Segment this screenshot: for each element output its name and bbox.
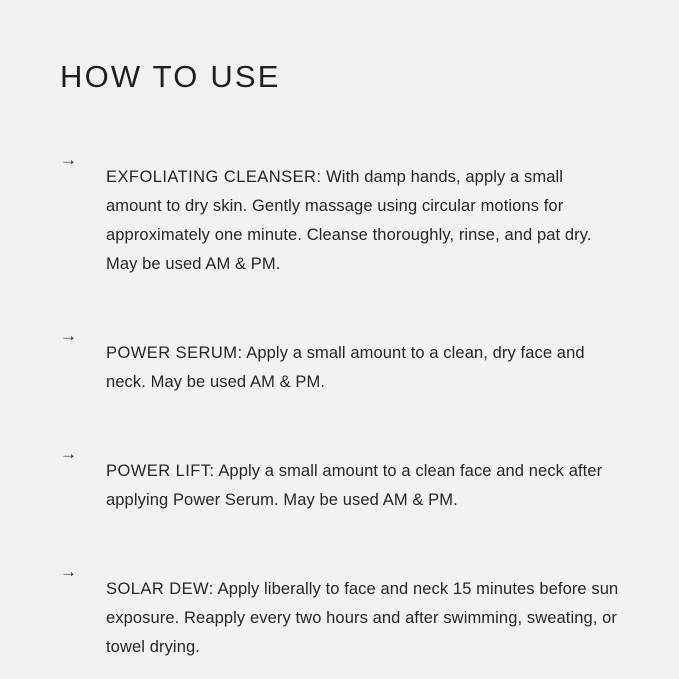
- arrow-right-icon: →: [60, 326, 77, 346]
- arrow-right-icon: →: [60, 562, 77, 582]
- instruction-body: Apply a small amount to a clean, dry face and neck. May be used AM & PM.: [106, 343, 585, 391]
- instruction-lead: EXFOLIATING CLEANSER:: [106, 167, 322, 186]
- arrow-right-icon: →: [60, 444, 77, 464]
- list-item: [60, 558, 621, 678]
- list-item: [60, 146, 621, 295]
- instruction-lead: SOLAR DEW:: [106, 579, 214, 598]
- instruction-text: [106, 457, 621, 515]
- instruction-lead: POWER SERUM:: [106, 343, 243, 362]
- instruction-text: [106, 163, 621, 279]
- instruction-body: With damp hands, apply a small amount to dry skin. Gently massage using circular motions for approximately one minute. Cleanse thoroughly, rinse, and pat dry. May be used AM & PM.: [106, 167, 592, 273]
- instruction-lead: POWER LIFT:: [106, 461, 215, 480]
- instruction-text: [106, 575, 621, 662]
- instruction-body: Apply a small amount to a clean face and neck after applying Power Serum. May be used AM & PM.: [106, 461, 603, 509]
- arrow-right-icon: →: [60, 150, 77, 170]
- instruction-body: Apply liberally to face and neck 15 minutes before sun exposure. Reapply every two hours and after swimming, sweating, or towel drying.: [106, 579, 619, 656]
- instruction-list: [60, 146, 621, 678]
- page-title: HOW TO USE: [60, 59, 281, 94]
- list-item: [60, 322, 621, 413]
- instruction-text: [106, 339, 621, 397]
- list-item: [60, 440, 621, 531]
